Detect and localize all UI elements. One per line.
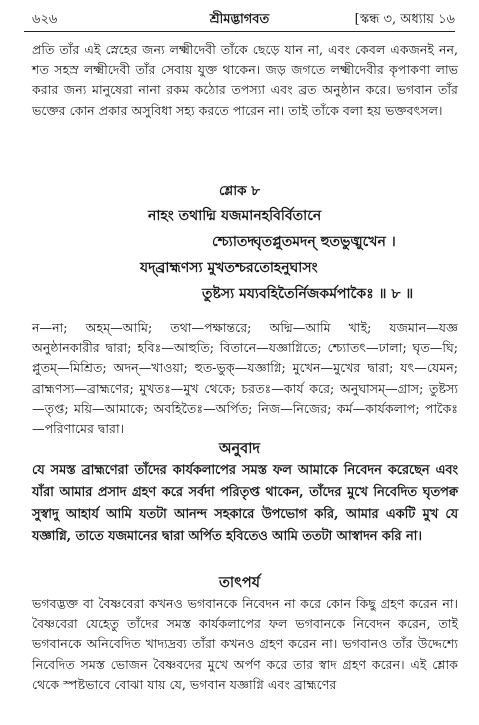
book-title: শ্রীমদ্ভাগবত <box>209 12 270 27</box>
verse-line-4: তুষ্টস্য ময্যবহিতৈর্নিজকর্মপাকৈঃ ॥ ৮ ॥ <box>202 286 414 302</box>
synonyms-paragraph: ন—না; অহম্—আমি; তথা—পক্ষান্তরে; অদ্মি—আমি খাই; যজমান—যজ্ঞ অনুষ্ঠানকারীর দ্বারা; হবিঃ—আহুতি; বিতানে—যজ্ঞাগ্নিতে; শ্চ্যোতৎ—ঢালা; ঘৃত—ঘি; প্লুতম্—মিশ্রিত; অদন্—খাওয়া; হুত-ভুক্—যজ্ঞাগ্নি; মুখেন—মুখের দ্বারা; যৎ—যেমন; ব্রাহ্মণস্য—ব্রাহ্মণের; মুখতঃ—মুখ থেকে; চরতঃ—কার্য করে; অনুঘাসম্—গ্রাস; তুষ্টস্য—তৃপ্ত; ময়ি—আমাকে; অবহিতৈঃ—অর্পিত; নিজ—নিজের; কর্ম—কার্যকলাপ; পাকৈঃ—পরিণামের দ্বারা। <box>32 320 458 437</box>
verse-line-1: নাহং তথাদ্মি যজমানহবির্বিতানে <box>148 208 322 224</box>
translation-paragraph: যে সমস্ত ব্রাহ্মণেরা তাঁদের কার্যকলাপের সমস্ত ফল আমাকে নিবেদন করেছেন এবং যাঁরা আমার প্রসাদ গ্রহণ করে সর্বদা পরিতৃপ্ত থাকেন, তাঁদের মুখে নিবেদিত ঘৃতপক্ব সুস্বাদু আহার্য আমি যতটা আনন্দ সহকারে উপভোগ করি, আমার একটি মুখ যে যজ্ঞাগ্নি, তাতে যজমানের দ্বারা অর্পিত হবিতেও আমি ততটা আস্বাদন করি না। <box>32 463 458 544</box>
intro-paragraph: প্রতি তাঁর এই স্নেহের জন্য লক্ষ্মীদেবী তাঁকে ছেড়ে যান না, এবং কেবল একজনই নন, শত সহস্র লক্ষ্মীদেবী তাঁর সেবায় যুক্ত থাকেন। জড় জগতে লক্ষ্মীদেবীর কৃপাকণা লাভ করার জন্য মানুষেরা নানা রকম কঠোর তপস্যা এবং ব্রত অনুষ্ঠান করে। ভগবান তাঁর ভক্তের কোন প্রকার অসুবিধা সহ্য করতে পারেন না। তাই তাঁকে বলা হয় ভক্তবৎসল। <box>32 42 458 118</box>
header-rule <box>24 31 455 32</box>
purport-heading: তাৎপর্য <box>218 574 261 591</box>
verse-line-3: যদ্‌ব্রাহ্মণস্য মুখতশ্চরতোহনুঘাসং <box>140 260 318 276</box>
verse-heading: শ্লোক ৮ <box>218 183 261 199</box>
purport-paragraph: ভগবদ্ভক্ত বা বৈষ্ণবেরা কখনও ভগবানকে নিবেদন না করে কোন কিছু গ্রহণ করেন না। বৈষ্ণবেরা যেহেতু তাঁদের সমস্ত কার্যকলাপের ফল ভগবানকে নিবেদন করেন, তাই ভগবানকে অনিবেদিত খাদ্যদ্রব্য তাঁরা কখনও গ্রহণ করেন না। ভগবানও তাঁর উদ্দেশ্যে নিবেদিত সমস্ত ভোজন বৈষ্ণবদের মুখে অর্পণ করে তার স্বাদ গ্রহণ করেন। এই শ্লোক থেকে স্পষ্টভাবে বোঝা যায় যে, ভগবান যজ্ঞাগ্নি এবং ব্রাহ্মণের <box>32 596 458 692</box>
verse-line-2: শ্চ্যোতদ্ঘৃতপ্লুতমদন্ হুতভুঙ্মুখেন । <box>212 234 396 250</box>
translation-heading: অনুবাদ <box>218 440 261 457</box>
page-header <box>24 10 455 30</box>
page-number: ৬২৬ <box>32 12 58 27</box>
chapter-reference: [স্কন্ধ ৩, অধ্যায় ১৬ <box>354 12 455 27</box>
